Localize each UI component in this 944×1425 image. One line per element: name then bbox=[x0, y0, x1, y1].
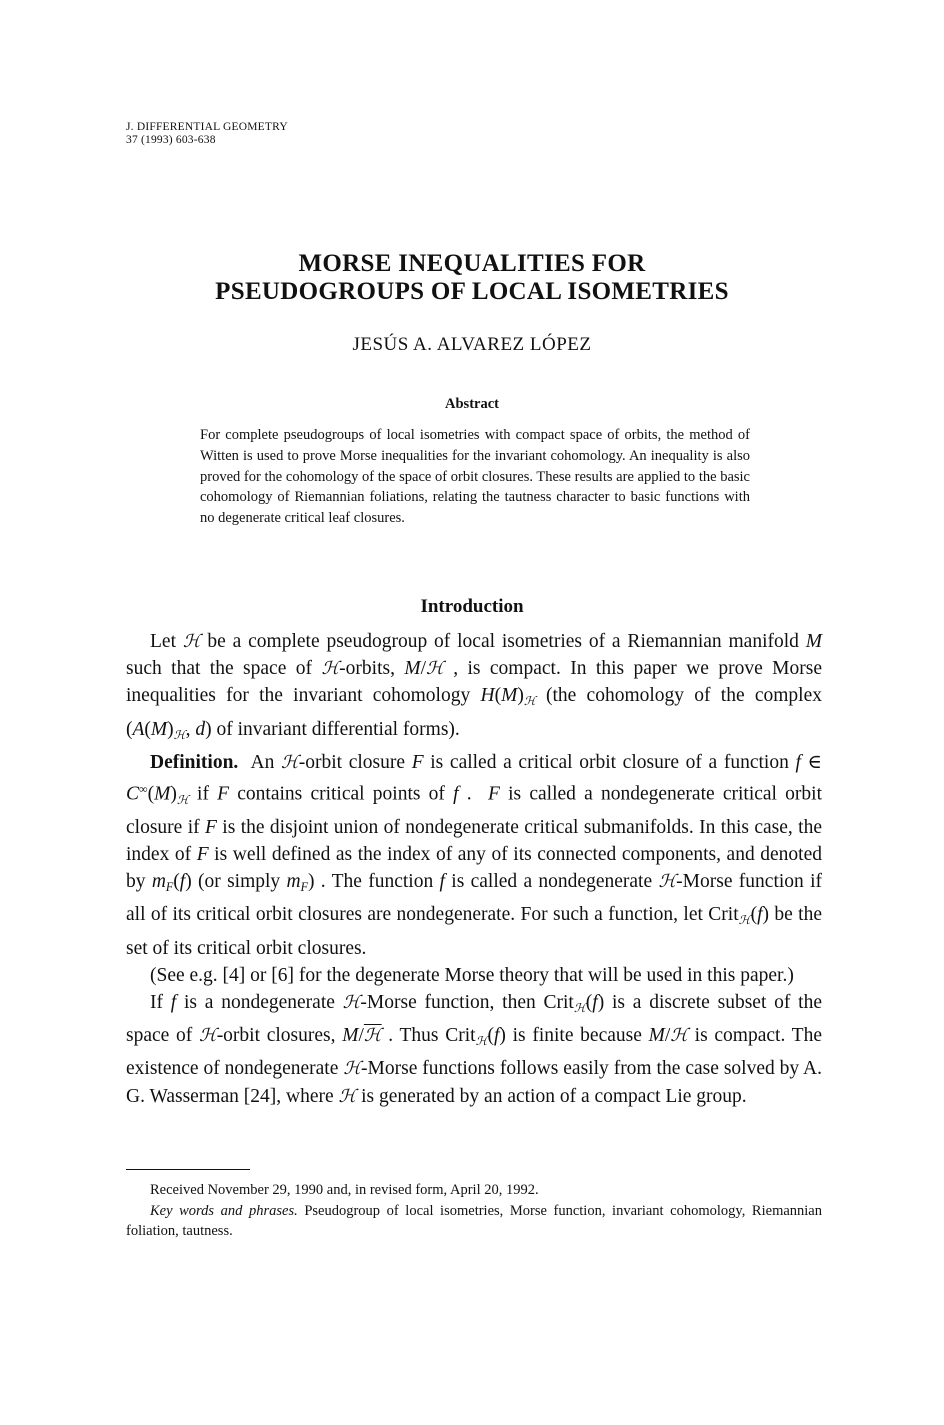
title-line-1: MORSE INEQUALITIES FOR bbox=[298, 250, 646, 277]
footnotes bbox=[126, 1180, 822, 1242]
footnote-rule bbox=[126, 1169, 250, 1170]
intro-paragraph-1: Let ℋ be a complete pseudogroup of local isometries of a Riemannian manifold M such that the space of ℋ-orbits, M/ℋ , is compact. In this paper we prove Morse inequalities for the invariant cohomology $H(M)_ℋ$ (the cohomology of the complex ($A(M)_ℋ$, d) of invariant differential forms). bbox=[126, 631, 822, 742]
author-name: JESÚS A. ALVAREZ LÓPEZ bbox=[352, 334, 592, 355]
intro-paragraph-4: If f is a nondegenerate ℋ-Morse function, then Crit$_ℋ$(f) is a discrete subset of the space of ℋ-orbit closures, M/ℋ . Thus Crit$_ℋ$(f) is finite because M/ℋ is compact. The existence of nondegenerate ℋ-Morse functions follows easily from the case solved by A. G. Wasserman [24], where ℋ is generated by an action of a compact Lie group. bbox=[126, 991, 822, 1107]
introduction-heading: Introduction bbox=[420, 596, 524, 617]
footnote-received: Received November 29, 1990 and, in revised form, April 20, 1992. bbox=[150, 1182, 539, 1198]
journal-header bbox=[126, 121, 288, 147]
paper-title bbox=[0, 250, 944, 306]
journal-name: J. DIFFERENTIAL GEOMETRY bbox=[126, 121, 288, 133]
see-also-paragraph: (See e.g. [4] or [6] for the degenerate Morse theory that will be used in this paper.) bbox=[150, 964, 794, 986]
keywords-label: Key words and phrases. bbox=[150, 1202, 298, 1219]
introduction-body bbox=[126, 628, 822, 1110]
keywords-text: Pseudogroup of local isometries, Morse function, invariant cohomology, Riemannian foliation, tautness. bbox=[126, 1202, 822, 1239]
abstract-heading: Abstract bbox=[445, 396, 499, 412]
abstract-text: For complete pseudogroups of local isometries with compact space of orbits, the method of Witten is used to prove Morse inequalities for the invariant cohomology. An inequality is also proved for the cohomology of the space of orbit closures. These results are applied to the basic cohomology of Riemannian foliations, relating the tautness character to basic functions with no degenerate critical leaf closures. bbox=[200, 427, 750, 527]
definition-label: Definition. bbox=[150, 751, 239, 773]
title-line-2: PSEUDOGROUPS OF LOCAL ISOMETRIES bbox=[215, 278, 729, 305]
definition-paragraph: Definition. An ℋ-orbit closure F is called a critical orbit closure of a function f ∈ $C^\infty(M)_ℋ$ if F contains critical points of f . F is called a nondegenerate critical orbit closure if F is the disjoint union of nondegenerate critical submanifolds. In this case, the index of F is well defined as the index of any of its connected components, and denoted by $m_F(f)$ (or simply $m_F$) . The function f is called a nondegenerate ℋ-Morse function if all of its critical orbit closures are nondegenerate. For such a function, let Crit$_ℋ$(f) be the set of its critical orbit closures. bbox=[126, 751, 823, 959]
footnote-keywords bbox=[126, 1201, 822, 1242]
journal-volume-pages: 37 (1993) 603-638 bbox=[126, 134, 216, 146]
